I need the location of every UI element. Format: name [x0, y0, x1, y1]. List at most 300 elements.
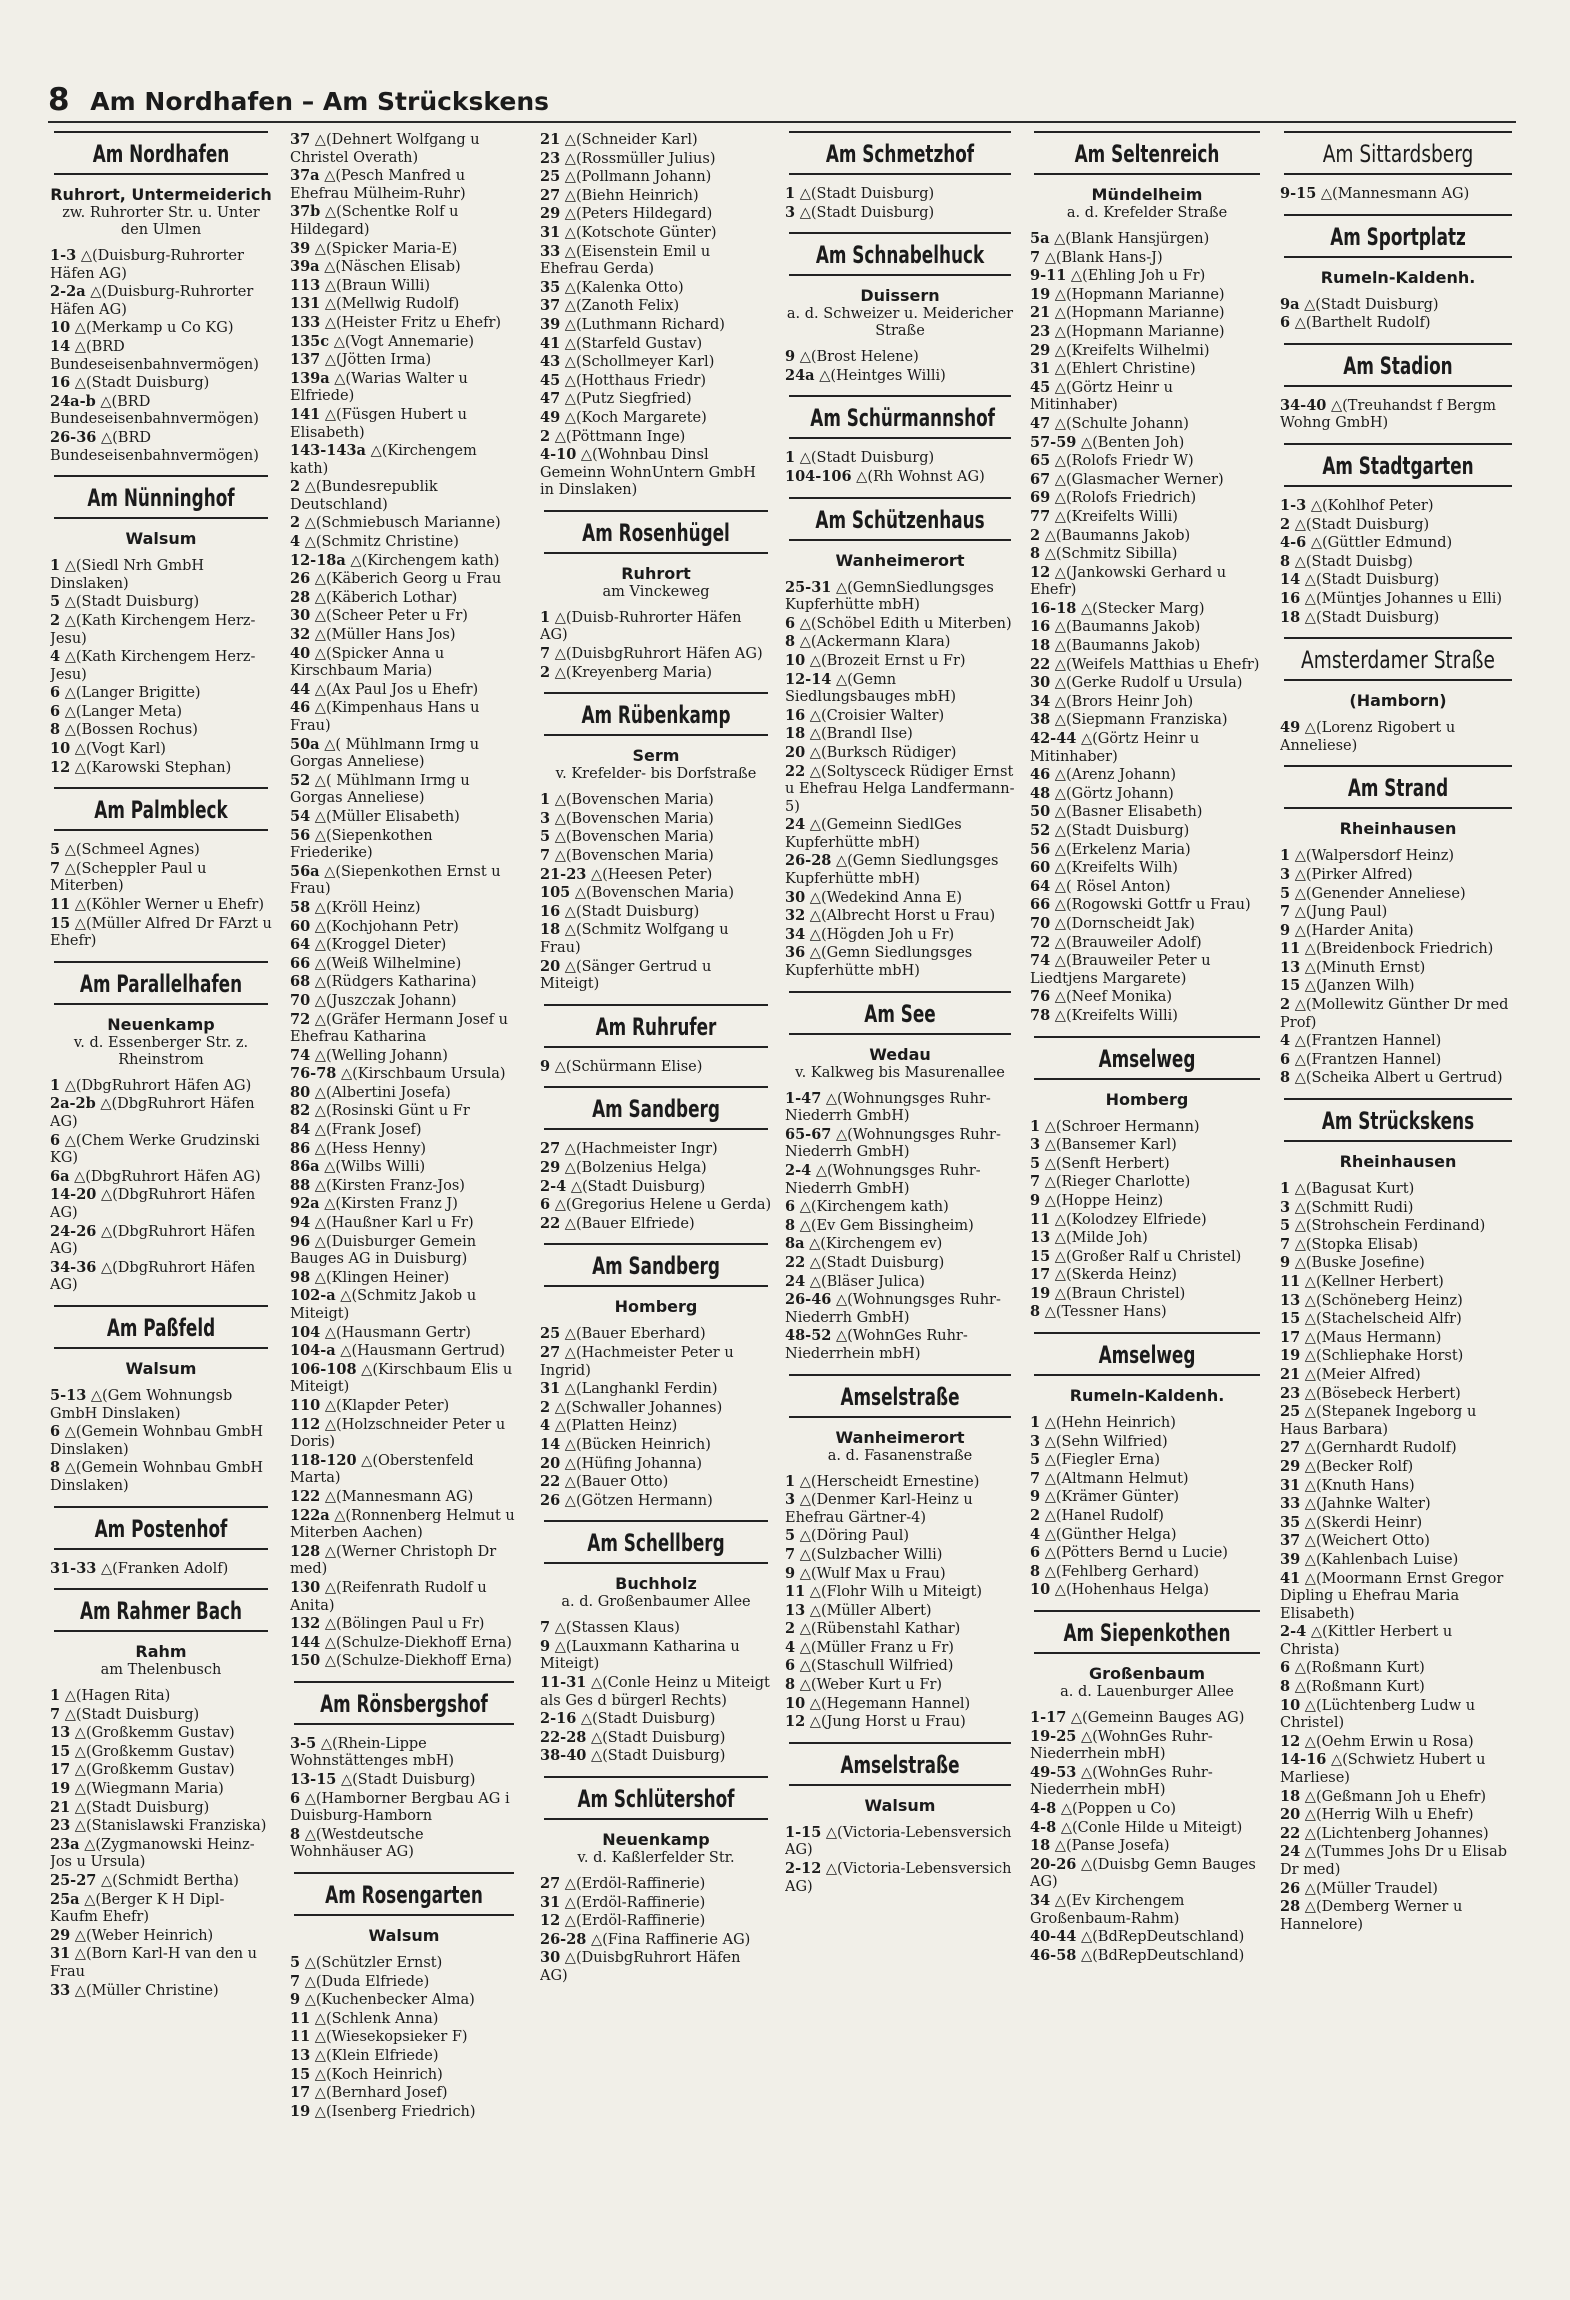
owner-entry	[1030, 527, 1264, 546]
section-rule	[1284, 1098, 1512, 1100]
owner-name: △(Duisb-Ruhrorter Häfen AG)	[540, 609, 742, 644]
house-number: 16	[785, 706, 806, 724]
section-rule	[54, 131, 268, 133]
owner-name: △(Kroggel Dieter)	[314, 937, 447, 954]
owner-name: △(Blank Hansjürgen)	[1054, 231, 1210, 247]
house-number: 22	[1280, 1824, 1301, 1842]
owner-entry	[290, 2010, 518, 2029]
owner-entry	[1280, 1458, 1516, 1477]
house-number: 122a	[290, 1506, 330, 1524]
house-number: 25	[540, 168, 561, 186]
district-name: Homberg	[1105, 1089, 1189, 1109]
owner-name: △(Wedekind Anna E)	[809, 889, 963, 906]
owner-name: △(Kreifelts Wilh)	[1054, 860, 1178, 877]
owner-entry	[1030, 452, 1264, 471]
house-number: 64	[290, 936, 311, 954]
street-section	[1030, 1036, 1264, 1323]
house-number: 6a	[50, 1167, 70, 1185]
street-name: Am Rahmer Bach	[79, 1597, 243, 1626]
house-number: 8	[50, 1459, 61, 1477]
house-number: 6	[50, 1423, 61, 1441]
house-number: 31	[540, 223, 561, 241]
house-number: 8a	[785, 1235, 805, 1253]
street-section	[785, 232, 1015, 385]
street-section	[50, 1588, 272, 2000]
house-number: 2	[50, 611, 61, 629]
owner-entry	[1030, 952, 1264, 988]
house-number: 9-11	[1030, 267, 1067, 285]
owner-name: △(Blank Hans-J)	[1044, 249, 1163, 266]
house-number: 41	[540, 334, 561, 352]
house-number: 5	[290, 1954, 301, 1972]
house-number: 10	[1280, 1696, 1301, 1714]
street-name: Am Stadion	[1343, 351, 1453, 380]
owner-entry	[290, 1102, 518, 1121]
street-section	[1030, 1332, 1264, 1600]
spacer	[50, 549, 272, 557]
owner-name: △(Bossen Rochus)	[64, 722, 198, 739]
house-number: 13	[290, 2047, 311, 2064]
owner-entry	[1280, 397, 1516, 433]
owner-name: △(Stachelscheid Alfr)	[1304, 1311, 1462, 1328]
section-rule	[789, 497, 1011, 499]
owner-entry	[540, 1436, 772, 1455]
owner-entry	[1030, 1563, 1264, 1582]
house-number: 37a	[290, 167, 320, 185]
owner-name: △(Platten Heinz)	[554, 1418, 678, 1435]
house-number: 1-17	[1030, 1709, 1067, 1726]
street-section	[540, 1520, 772, 1766]
house-number: 22-28	[540, 1728, 587, 1746]
owner-name: △(Schmitz Sibilla)	[1044, 546, 1178, 563]
house-number: 7	[50, 1705, 61, 1723]
house-number: 26	[540, 1491, 561, 1509]
section-rule	[54, 1588, 268, 1590]
owner-entry	[1280, 1659, 1516, 1678]
owner-entry	[540, 1710, 772, 1729]
house-number: 3	[1280, 865, 1291, 883]
owner-entry	[50, 1945, 272, 1981]
owner-entry	[50, 1891, 272, 1927]
owner-name: △(Buske Josefine)	[1294, 1255, 1425, 1272]
owner-name: △(Treuhandst f Bergm Wohng GmbH)	[1280, 397, 1496, 432]
house-number: 86a	[290, 1158, 320, 1176]
owner-entry	[540, 1492, 772, 1511]
house-number: 8	[1030, 1562, 1041, 1580]
street-section	[1030, 131, 1264, 1026]
owner-entry	[290, 1579, 518, 1615]
owner-entry	[785, 652, 1015, 671]
owner-name: △(Breidenbock Friedrich)	[1304, 941, 1494, 958]
owner-name: △(Spicker Maria-E)	[314, 240, 458, 257]
owner-name: △(Moormann Ernst Gregor Dipling u Ehefrau Maria Elisabeth)	[1280, 1570, 1504, 1622]
owner-name: △(Dehnert Wolfgang u Christel Overath)	[290, 132, 480, 166]
owner-name: △(Starfeld Gustav)	[564, 335, 703, 352]
owner-entry	[540, 1399, 772, 1418]
owner-name: △(Heesen Peter)	[590, 866, 713, 883]
owner-name: △(Müller Elisabeth)	[314, 808, 460, 825]
house-number: 16	[1030, 618, 1051, 636]
house-number: 27	[1280, 1439, 1301, 1457]
owner-entry	[540, 1875, 772, 1894]
section-rule	[544, 510, 768, 512]
house-number: 45	[1030, 378, 1051, 396]
owner-entry	[1280, 1385, 1516, 1404]
owner-name: △(Wohnungsges Ruhr-Niederrh GmbH)	[785, 1292, 1001, 1326]
house-number: 2-2a	[50, 283, 86, 301]
owner-name: △(Stadt Duisburg)	[590, 1748, 726, 1765]
owner-entry	[290, 1342, 518, 1361]
owner-name: △(Sulzbacher Willi)	[799, 1546, 943, 1563]
house-number: 29	[540, 205, 561, 223]
house-number: 143-143a	[290, 442, 366, 460]
owner-name: △(Weber Kurt u Fr)	[799, 1677, 943, 1694]
owner-entry	[785, 579, 1015, 615]
house-number: 46	[1030, 766, 1051, 784]
house-number: 27	[540, 1875, 561, 1893]
owner-entry	[1030, 471, 1264, 490]
owner-name: △(Janzen Wilh)	[1304, 978, 1415, 995]
owner-entry	[1030, 878, 1264, 897]
owner-name: △(Conle Heinz u Miteigt als Ges d bürgerl Rechts)	[540, 1675, 770, 1709]
owner-name: △(Scheppler Paul u Miterben)	[50, 860, 207, 895]
house-number: 49	[540, 408, 561, 426]
owner-name: △(Stadt Duisburg)	[564, 903, 700, 920]
owner-name: △(Gemein Wohnbau GmbH Dinslaken)	[50, 1460, 264, 1494]
house-number: 21-23	[540, 865, 587, 883]
section-rule	[294, 1914, 514, 1916]
house-number: 6	[1280, 1050, 1291, 1068]
owner-name: △(Döring Paul)	[799, 1528, 910, 1545]
house-number: 9	[785, 1564, 796, 1582]
owner-entry	[785, 615, 1015, 634]
owner-name: △(Stadt Duisburg)	[580, 1711, 716, 1728]
owner-name: △(Bansemer Karl)	[1044, 1137, 1177, 1154]
house-number: 23	[1030, 322, 1051, 340]
street-name: Am Rosenhügel	[582, 518, 730, 547]
house-number: 5	[1030, 1451, 1041, 1469]
owner-name: △(Gemn Siedlungsges Kupferhütte mbH)	[785, 853, 999, 888]
section-rule	[1034, 1036, 1260, 1038]
owner-entry	[1030, 267, 1264, 286]
spacer	[50, 1379, 272, 1387]
house-number: 6	[50, 684, 61, 702]
owner-name: △(Kuchenbecker Alma)	[304, 1992, 475, 2009]
owner-name: △(Stadt Duisburg)	[799, 204, 935, 221]
owner-entry	[290, 936, 518, 955]
house-number: 32	[290, 626, 311, 644]
house-number: 28	[1280, 1898, 1301, 1916]
section-rule	[544, 552, 768, 554]
owner-name: △(Franken Adolf)	[100, 1560, 229, 1577]
owner-entry	[50, 1387, 272, 1423]
section-rule	[544, 1004, 768, 1006]
house-number: 15	[50, 1742, 71, 1760]
owner-name: △(Glasmacher Werner)	[1054, 471, 1224, 488]
owner-name: △(Schmitz Jakob u Miteigt)	[290, 1288, 477, 1322]
owner-entry	[1030, 1118, 1264, 1137]
owner-name: △(Stadt Duisburg)	[570, 1178, 706, 1195]
owner-name: △(DbgRuhrort Häfen AG)	[50, 1223, 256, 1258]
owner-name: △(Brozeit Ernst u Fr)	[809, 652, 966, 669]
owner-name: △(Pirker Alfred)	[1294, 866, 1413, 883]
owner-name: △(Großkemm Gustav)	[74, 1762, 235, 1779]
section-rule	[1284, 1140, 1512, 1142]
owner-name: △(Hegemann Hannel)	[809, 1695, 971, 1712]
house-number: 16	[1280, 589, 1301, 607]
owner-name: △(Ronnenberg Helmut u Miterben Aachen)	[290, 1507, 515, 1542]
house-number: 11	[290, 2009, 311, 2027]
owner-entry	[50, 1459, 272, 1495]
street-section	[785, 1374, 1015, 1732]
district-name: (Hamborn)	[1349, 691, 1447, 711]
house-number: 12	[785, 1713, 806, 1731]
owner-name: △(Schöbel Edith u Miterben)	[799, 615, 1012, 632]
owner-entry	[1030, 1728, 1264, 1764]
owner-entry	[1280, 534, 1516, 553]
owner-entry	[785, 1273, 1015, 1292]
owner-name: △(Milde Joh)	[1054, 1230, 1148, 1247]
house-number: 13	[1280, 958, 1301, 976]
owner-entry	[1030, 1303, 1264, 1322]
district-name: Wanheimerort	[835, 1427, 965, 1447]
owner-entry	[290, 2084, 518, 2103]
owner-entry	[1280, 1329, 1516, 1348]
house-number: 4-6	[1280, 534, 1307, 552]
house-number: 24	[785, 816, 806, 834]
district-name: Ruhrort, Untermeiderich	[50, 185, 272, 204]
owner-entry	[50, 703, 272, 722]
house-number: 52	[290, 771, 311, 789]
owner-entry	[540, 1747, 772, 1766]
owner-entry	[785, 185, 1015, 204]
owner-name: △(Schmidt Bertha)	[100, 1873, 239, 1890]
owner-entry	[540, 316, 772, 335]
house-number: 58	[290, 898, 311, 916]
house-number: 49-53	[1030, 1763, 1077, 1781]
owner-name: △(Schmiebusch Marianne)	[304, 515, 501, 532]
owner-entry	[50, 721, 272, 740]
house-number: 18	[1030, 1837, 1051, 1855]
owner-entry	[1280, 1570, 1516, 1624]
house-number: 56a	[290, 862, 320, 880]
owner-entry	[1030, 249, 1264, 268]
owner-entry	[540, 645, 772, 664]
house-number: 25	[1280, 1403, 1301, 1421]
house-number: 43	[540, 353, 561, 371]
street-name: Am Sittardsberg	[1322, 140, 1474, 168]
owner-name: △(Käberich Lothar)	[314, 589, 458, 606]
owner-entry	[1030, 656, 1264, 675]
owner-entry	[1030, 674, 1264, 693]
house-number: 9	[785, 348, 796, 366]
section-rule	[1284, 214, 1512, 216]
owner-entry	[290, 552, 518, 571]
owner-entry	[50, 1186, 272, 1222]
spacer	[1280, 288, 1516, 296]
owner-name: △(Heintges Willi)	[819, 367, 946, 384]
owner-entry	[540, 810, 772, 829]
house-number: 9-15	[1280, 185, 1317, 202]
street-name: Am Ruhrufer	[595, 1012, 717, 1041]
owner-name: △(Herrig Wilh u Ehefr)	[1304, 1807, 1474, 1824]
house-number: 7	[540, 1619, 551, 1637]
owner-name: △(Ehling Joh u Fr)	[1070, 268, 1206, 285]
owner-name: △(Staschull Wilfried)	[799, 1658, 954, 1675]
street-section	[1280, 443, 1516, 627]
owner-entry	[785, 1713, 1015, 1732]
district-name: Walsum	[864, 1795, 936, 1815]
house-number: 7	[1280, 903, 1291, 921]
owner-entry	[50, 374, 272, 393]
house-number: 18	[1280, 1787, 1301, 1805]
owner-entry	[50, 1423, 272, 1459]
owner-name: △(Schmitt Rudi)	[1294, 1199, 1414, 1216]
street-section	[785, 991, 1015, 1364]
owner-name: △(Heister Fritz u Ehefr)	[324, 314, 502, 331]
owner-entry	[50, 1223, 272, 1259]
owner-name: △(Bovenschen Maria)	[574, 885, 734, 902]
owner-entry	[785, 1198, 1015, 1217]
owner-entry	[785, 1291, 1015, 1327]
owner-name: △(Ax Paul Jos u Ehefr)	[314, 681, 479, 698]
owner-name: △(GemnSiedlungsges Kupferhütte mbH)	[785, 579, 994, 614]
house-number: 7	[1030, 248, 1041, 266]
street-section	[1280, 765, 1516, 1088]
house-number: 13	[785, 1601, 806, 1619]
owner-entry	[50, 612, 272, 648]
owner-entry	[540, 335, 772, 354]
owner-name: △(WohnGes Ruhr-Niederrhein mbH)	[1030, 1728, 1213, 1763]
house-number: 8	[785, 1676, 796, 1694]
owner-entry	[785, 852, 1015, 888]
owner-name: △(Stadt Duisburg)	[590, 1729, 726, 1746]
owner-entry	[50, 283, 272, 319]
owner-entry	[1030, 1837, 1264, 1856]
house-number: 30	[785, 888, 806, 906]
owner-entry	[540, 828, 772, 847]
owner-name: △(Albrecht Horst u Frau)	[809, 908, 996, 925]
district-name: Ruhrort	[621, 563, 691, 583]
owner-name: △(Lorenz Rigobert u Anneliese)	[1280, 720, 1456, 754]
owner-name: △(Kalenka Otto)	[564, 279, 684, 296]
section-rule	[54, 1548, 268, 1550]
owner-name: △(Welling Johann)	[314, 1047, 448, 1064]
owner-name: △(Wulf Max u Frau)	[799, 1565, 946, 1582]
street-section	[290, 131, 518, 1671]
owner-name: △(Ackermann Klara)	[799, 634, 951, 651]
owner-name: △(Hehn Heinrich)	[1044, 1415, 1176, 1432]
house-number: 31	[1280, 1476, 1301, 1494]
house-number: 17	[290, 2084, 311, 2102]
owner-name: △(Schmitz Christine)	[304, 534, 459, 551]
owner-entry	[1030, 1544, 1264, 1563]
owner-entry	[785, 1235, 1015, 1254]
house-number: 1	[1030, 1117, 1041, 1135]
house-number: 11	[1280, 940, 1301, 958]
street-section	[1030, 1610, 1264, 1965]
owner-entry	[50, 1982, 272, 2001]
column-6	[1280, 131, 1516, 2296]
owner-entry	[1280, 1273, 1516, 1292]
owner-name: △(Kath Kirchengem Herz-Jesu)	[50, 612, 256, 647]
district-name: Walsum	[125, 1358, 197, 1378]
owner-entry	[1280, 1495, 1516, 1514]
owner-name: △(Roßmann Kurt)	[1294, 1660, 1425, 1677]
house-number: 8	[785, 633, 796, 651]
owner-name: △(BRD Bundeseisenbahnvermögen)	[50, 393, 259, 428]
owner-name: △(Kirchengem kath)	[799, 1199, 949, 1216]
owner-entry	[785, 671, 1015, 707]
house-number: 3	[1030, 1136, 1041, 1154]
owner-entry	[50, 684, 272, 703]
owner-entry	[1030, 342, 1264, 361]
owner-name: △(Bauer Eberhard)	[564, 1326, 706, 1343]
owner-name: △(Hoppe Heinz)	[1044, 1192, 1164, 1209]
owner-entry	[540, 1140, 772, 1159]
owner-name: △(Zanoth Felix)	[564, 298, 680, 315]
owner-name: △(Rolofs Friedrich)	[1054, 490, 1197, 507]
owner-entry	[785, 449, 1015, 468]
owner-name: △(Bölingen Paul u Fr)	[324, 1616, 485, 1633]
house-number: 7	[1030, 1173, 1041, 1191]
owner-entry	[290, 1361, 518, 1397]
house-number: 39	[540, 315, 561, 333]
house-number: 12	[1280, 1732, 1301, 1750]
owner-name: △(Kirchengem ev)	[809, 1236, 943, 1253]
owner-entry	[290, 1287, 518, 1323]
owner-name: △(Görtz Heinr u Mitinhaber)	[1030, 379, 1174, 414]
section-rule	[789, 437, 1011, 439]
owner-name: △(Fehlberg Gerhard)	[1044, 1563, 1199, 1580]
house-number: 25	[540, 1325, 561, 1343]
owner-entry	[1030, 1819, 1264, 1838]
section-rule	[789, 1784, 1011, 1786]
owner-entry	[785, 367, 1015, 386]
section-rule	[1284, 343, 1512, 345]
owner-name: △(Bösebeck Herbert)	[1304, 1385, 1461, 1402]
house-number: 2	[1280, 515, 1291, 533]
owner-name: △(Koch Heinrich)	[314, 2066, 443, 2083]
house-number: 139a	[290, 369, 330, 387]
owner-entry	[1030, 415, 1264, 434]
owner-entry	[290, 1065, 518, 1084]
owner-name: △(Gemein Wohnbau GmbH Dinslaken)	[50, 1424, 264, 1458]
owner-name: △(Großkemm Gustav)	[74, 1743, 235, 1760]
owner-entry	[290, 514, 518, 533]
street-name: Am Palmbleck	[94, 796, 228, 825]
owner-entry	[1280, 1825, 1516, 1844]
owner-name: △(Brauweiler Adolf)	[1054, 934, 1202, 951]
column-2	[290, 131, 518, 2296]
house-number: 31	[540, 1380, 561, 1398]
owner-name: △(Müller Franz u Fr)	[799, 1639, 954, 1656]
house-number: 15	[50, 914, 71, 932]
owner-entry	[1030, 286, 1264, 305]
owner-name: △(Krämer Günter)	[1044, 1489, 1180, 1506]
owner-name: △(Gemeinn SiedlGes Kupferhütte mbH)	[785, 817, 962, 851]
street-section	[1280, 1098, 1516, 1934]
house-number: 5	[540, 828, 551, 846]
house-number: 57-59	[1030, 433, 1077, 451]
house-number: 11	[290, 2028, 311, 2046]
house-number: 141	[290, 405, 321, 423]
house-number: 34	[1030, 692, 1051, 710]
owner-entry	[785, 889, 1015, 908]
section-rule	[789, 232, 1011, 234]
street-name: Amselweg	[1098, 1044, 1196, 1073]
house-number: 6	[1030, 1544, 1041, 1562]
